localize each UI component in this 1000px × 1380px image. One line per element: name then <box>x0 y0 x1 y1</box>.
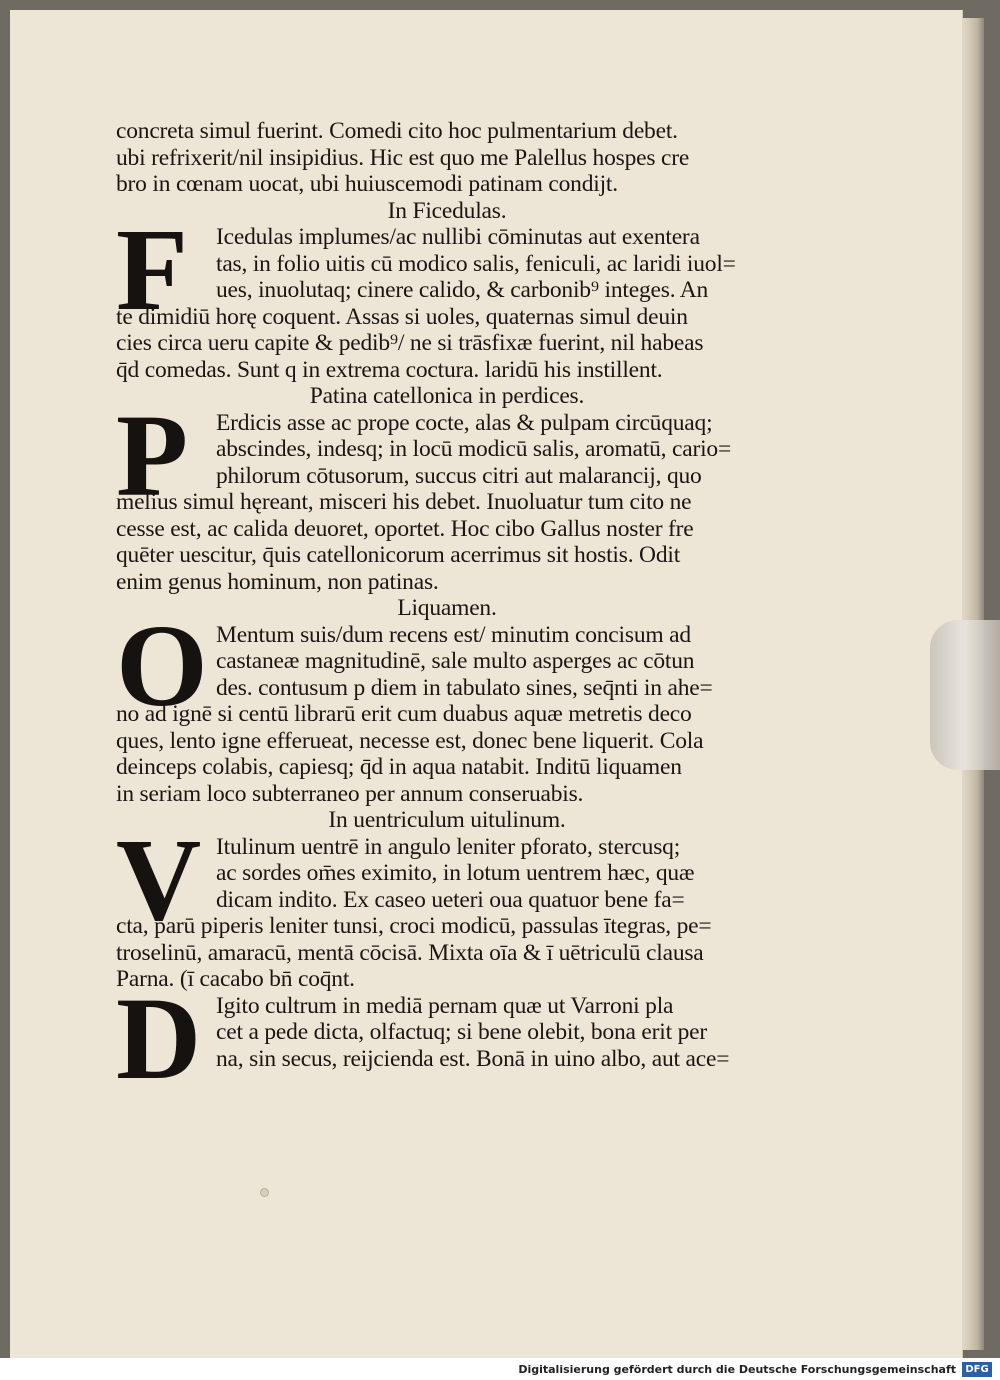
section-heading: Patina catellonica in perdices. <box>309 383 585 409</box>
text-line: ues, inuolutaq; cinere calido, & carbonib⁹ integes. An <box>216 277 709 303</box>
text-line: bro in cœnam uocat, ubi huiuscemodi patinam condijt. <box>116 171 618 197</box>
text-line: Parna. (ī cacabo bn̄ coq̄nt. <box>116 966 355 992</box>
page-clip <box>930 620 1000 770</box>
text-line: q̄d comedas. Sunt q in extrema coctura. laridū his instillent. <box>116 356 663 383</box>
drop-initial: F <box>116 204 189 335</box>
text-line: Erdicis asse ac prope cocte, alas & pulpam circūquaq; <box>216 409 713 436</box>
digitization-credit: Digitalisierung gefördert durch die Deutsche Forschungsgemeinschaft <box>518 1363 956 1376</box>
dfg-logo: DFG <box>962 1362 992 1377</box>
text-line: concreta simul fuerint. Comedi cito hoc pulmentarium debet. <box>116 118 678 144</box>
text-line: melius simul hęreant, misceri his debet. Inuoluatur tum cito ne <box>116 489 692 515</box>
text-line: enim genus hominum, non patinas. <box>116 568 439 595</box>
text-line: in seriam loco subterraneo per annum conseruabis. <box>116 780 584 807</box>
text-line: des. contusum p diem in tabulato sines, seq̄nti in ahe= <box>216 674 713 701</box>
text-line: tas, in folio uitis cū modico salis, feniculi, ac laridi iuol= <box>216 250 736 277</box>
drop-initial: O <box>116 599 208 731</box>
text-line: abscindes, indesq; in locū modicū salis, aromatū, cario= <box>216 436 732 462</box>
text-line: quēter uescitur, q̄uis catellonicorum acerrimus sit hostis. Odit <box>116 542 681 568</box>
section-heading: In uentriculum uitulinum. <box>328 807 566 833</box>
paper-speck <box>260 1188 269 1197</box>
drop-initial: D <box>116 972 202 1104</box>
text-line: Icedulas implumes/ac nullibi cōminutas aut exentera <box>216 224 700 250</box>
text-line: cesse est, ac calida deuoret, oportet. Hoc cibo Gallus noster fre <box>116 515 694 542</box>
text-line: Igito cultrum in mediā pernam quæ ut Varroni pla <box>216 992 674 1019</box>
text-line: ubi refrixerit/nil insipidius. Hic est quo me Palellus hospes cre <box>116 144 690 171</box>
text-line: Mentum suis/dum recens est/ minutim concisum ad <box>216 621 691 648</box>
text-line: no ad ignē si centū librarū erit cum duabus aquæ metretis deco <box>116 701 692 727</box>
page-text <box>116 118 778 1104</box>
drop-initial: V <box>116 813 202 945</box>
text-line: na, sin secus, reijcienda est. Bonā in uino albo, aut ace= <box>216 1045 730 1072</box>
text-line: castaneæ magnitudinē, sale multo asperges ac cōtun <box>216 648 695 674</box>
text-line: philorum cōtusorum, succus citri aut malarancij, quo <box>216 462 702 489</box>
section-heading: In Ficedulas. <box>387 197 507 224</box>
text-line: te dimidiū horę coquent. Assas si uoles, quaternas simul deuin <box>116 303 688 330</box>
text-line: ques, lento igne efferueat, necesse est, donec bene liquerit. Cola <box>116 727 704 754</box>
text-line: Itulinum uentrē in angulo leniter pforato, stercusq; <box>216 833 681 860</box>
text-line: deinceps colabis, capiesq; q̄d in aqua natabit. Inditū liquamen <box>116 754 682 780</box>
recipe-section <box>116 599 778 808</box>
section-heading: Liquamen. <box>397 595 497 621</box>
text-line: dicam indito. Ex caseo ueteri oua quatuor bene fa= <box>216 886 685 913</box>
text-line: troselinū, amaracū, mentā cōcisā. Mixta oīa & ī uētriculū clausa <box>116 939 704 966</box>
text-line: cet a pede dicta, olfactuq; si bene olebit, bona erit per <box>216 1019 708 1045</box>
drop-initial: P <box>116 389 189 521</box>
text-line: cies circa ueru capite & pedib⁹/ ne si trāsfixæ fuerint, nil habeas <box>116 330 704 356</box>
text-line: ac sordes om̄es eximito, in lotum uentrem hæc, quæ <box>216 860 695 886</box>
text-line: cta, parū piperis leniter tunsi, croci modicū, passulas ītegras, pe= <box>116 913 712 939</box>
